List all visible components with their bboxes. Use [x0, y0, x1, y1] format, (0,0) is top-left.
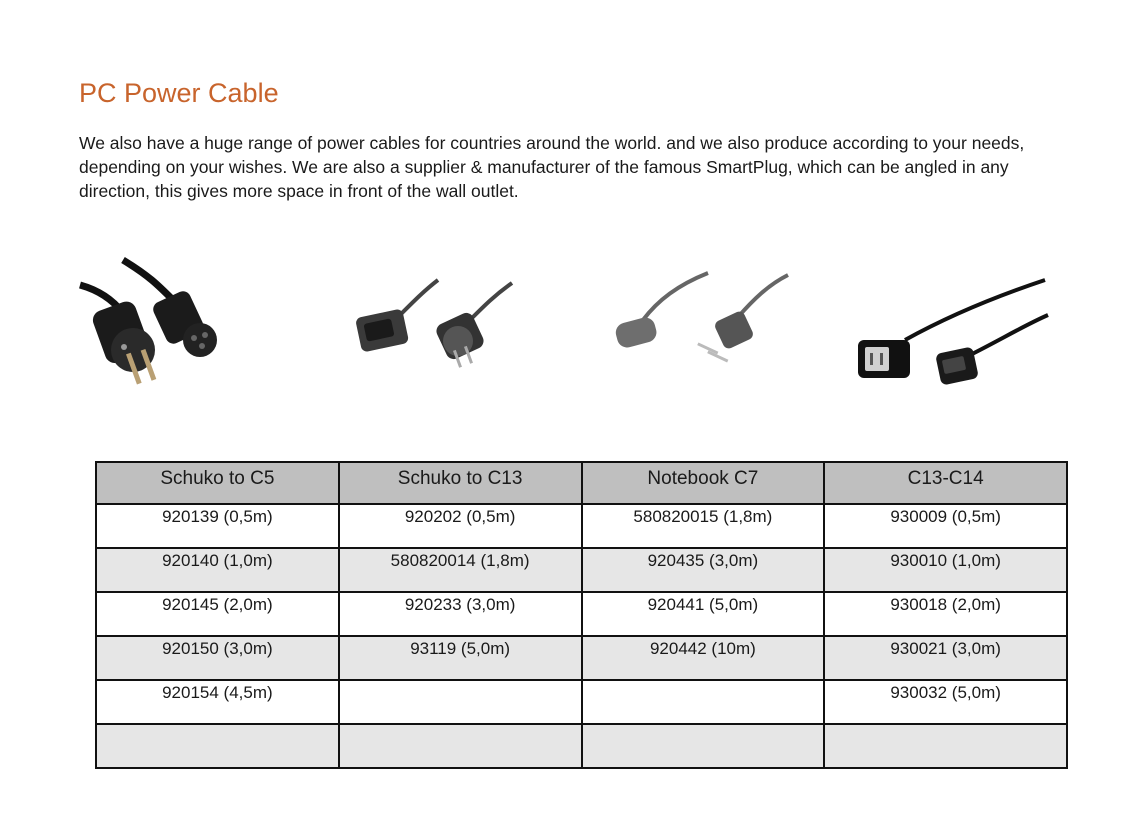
table-cell: 920442 (10m): [582, 636, 825, 680]
table-cell: 920145 (2,0m): [96, 592, 339, 636]
table-cell: 930021 (3,0m): [824, 636, 1067, 680]
product-table: [95, 461, 1068, 769]
table-cell: 930032 (5,0m): [824, 680, 1067, 724]
table-cell: 920154 (4,5m): [96, 680, 339, 724]
table-cell: [824, 724, 1067, 768]
header-notebook-c7: Notebook C7: [582, 462, 825, 504]
table-cell: 920150 (3,0m): [96, 636, 339, 680]
table-cell: [339, 680, 582, 724]
notebook-c7-cable-image: [598, 255, 798, 405]
table-cell: 930018 (2,0m): [824, 592, 1067, 636]
table-cell: 920139 (0,5m): [96, 504, 339, 548]
table-cell: 580820015 (1,8m): [582, 504, 825, 548]
header-c13-c14: C13-C14: [824, 462, 1067, 504]
table-cell: [96, 724, 339, 768]
table-row: [96, 504, 1067, 548]
page-title: PC Power Cable: [79, 78, 279, 108]
table-cell: [339, 724, 582, 768]
table-row: [96, 636, 1067, 680]
c13-c14-cable-image: [850, 255, 1050, 405]
table-row: [96, 724, 1067, 768]
table-cell: 93119 (5,0m): [339, 636, 582, 680]
header-schuko-to-c5: Schuko to C5: [96, 462, 339, 504]
table-cell: 920435 (3,0m): [582, 548, 825, 592]
table-cell: [582, 724, 825, 768]
schuko-to-c5-cable-image: [78, 255, 278, 405]
table-cell: 920140 (1,0m): [96, 548, 339, 592]
header-schuko-to-c13: Schuko to C13: [339, 462, 582, 504]
table-row: [96, 548, 1067, 592]
table-cell: 920233 (3,0m): [339, 592, 582, 636]
table-header-row: [96, 462, 1067, 504]
schuko-to-c13-cable-image: [340, 255, 540, 405]
table-cell: [582, 680, 825, 724]
table-row: [96, 680, 1067, 724]
table-row: [96, 592, 1067, 636]
table-cell: 920202 (0,5m): [339, 504, 582, 548]
table-cell: 930009 (0,5m): [824, 504, 1067, 548]
table-cell: 930010 (1,0m): [824, 548, 1067, 592]
intro-paragraph: We also have a huge range of power cables for countries around the world. and we also produce according to your needs, depending on your wishes. We are also a supplier & manufacturer of the famous SmartPlug, which can be angled in any direction, this gives more space in front of the wall outlet.: [79, 133, 1025, 201]
table-cell: 920441 (5,0m): [582, 592, 825, 636]
table-cell: 580820014 (1,8m): [339, 548, 582, 592]
